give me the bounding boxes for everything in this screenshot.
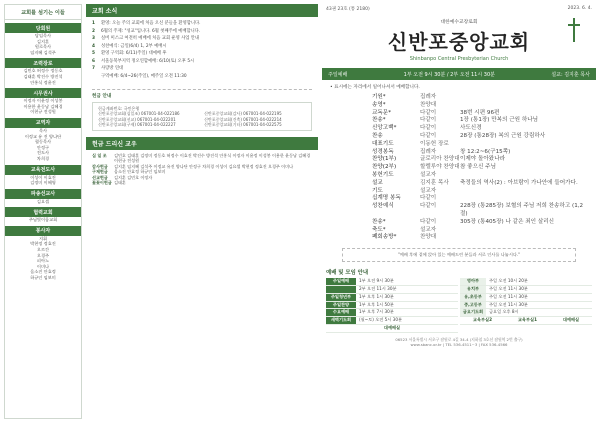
- sidebar-line: 이미나: [36, 263, 50, 269]
- order-item: 찬양(1부): [372, 156, 397, 163]
- meeting-row: [326, 309, 458, 317]
- meeting-name: 주일찬양: [326, 302, 356, 309]
- order-item: 성경봉독: [372, 148, 394, 155]
- sidebar-line: 이정교 유 진 양나단: [24, 133, 62, 139]
- right-column: [322, 4, 596, 419]
- accounts-section: [86, 83, 318, 137]
- offering-names: 김태훈: [114, 179, 126, 185]
- sidebar-section-head: 협력교회: [5, 207, 81, 217]
- denomination: 대한예수교장로회: [440, 20, 478, 25]
- meeting-time: 1부 오전 9시 30분: [359, 278, 394, 284]
- news-item: [92, 35, 312, 43]
- offering-names: 음소진 안효정 하규인 임보미: [114, 169, 166, 175]
- news-item: [92, 58, 312, 66]
- news-number: 5: [92, 51, 95, 56]
- sidebar-line: 원로목사: [34, 44, 52, 50]
- sidebar-section-head: 파송선교사: [5, 189, 81, 199]
- news-item: [92, 28, 312, 36]
- news-text: 성찬예식: 금일(6/4) 1, 2부 예배시: [101, 43, 167, 49]
- order-leader: 다같이: [420, 218, 437, 225]
- news-number: 4: [92, 43, 95, 49]
- sidebar-line: 오경주: [36, 252, 50, 258]
- meetings-table: [322, 278, 596, 333]
- meeting-time: 주일 오전 11시 30분: [489, 293, 528, 299]
- sidebar-line: 김요셉: [36, 198, 50, 204]
- sidebar-line: 오르간: [36, 247, 50, 253]
- meeting-locations: [460, 317, 592, 325]
- sidebar-line: 이정자 이윤정 이성봉: [23, 98, 63, 104]
- order-leader: 설교자: [420, 226, 437, 233]
- order-detail: 38번 시편 96편: [460, 109, 500, 116]
- sidebar-line: 차희경: [36, 155, 50, 161]
- order-detail: 축정들의 역사(2) : 아브람이 가나안에 들어가다.: [460, 179, 578, 186]
- offering-names: 김지훈 김민호 이정자: [114, 174, 153, 180]
- order-detail: 1장 (통1장) 만복의 근원 하나님: [460, 117, 539, 124]
- account-line: 신반포중앙교회(감사) 067001-04-022195: [204, 111, 282, 117]
- sidebar-line: 박현정 정효진: [30, 241, 56, 247]
- order-detail: [460, 234, 586, 242]
- meeting-name: 금요기도회: [460, 309, 486, 316]
- news-item: [92, 43, 312, 51]
- meeting-name: 중,고등부: [460, 302, 486, 309]
- church-title-block: [322, 18, 596, 62]
- order-detail: [460, 102, 586, 110]
- sidebar-line: 담임목사: [34, 33, 52, 38]
- meeting-row: [326, 317, 458, 325]
- order-detail: [460, 188, 586, 196]
- order-detail: 이제야 돌아왔나라: [460, 156, 506, 163]
- order-leader: 다같이: [420, 203, 437, 210]
- meeting-name: 주일예배: [326, 278, 356, 285]
- offering-row: [92, 180, 312, 185]
- news-title: 교회 소식: [86, 4, 318, 17]
- offering-info-title: 헌금 안내: [92, 94, 112, 99]
- sidebar-line: 김지훈: [36, 38, 50, 44]
- order-row: [372, 180, 586, 188]
- sidebar-line: 안정구: [36, 144, 50, 150]
- news-number: 1: [92, 21, 95, 26]
- sidebar-line: 음소진 안효정: [30, 269, 56, 275]
- meeting-time: 주일 오전 11시 30분: [489, 285, 528, 291]
- meeting-row: [326, 294, 458, 302]
- order-item: 성찬예식: [372, 203, 394, 210]
- order-leader: 글로리아 찬양대: [420, 156, 460, 163]
- sidebar: [4, 4, 82, 419]
- order-item: 봉헌기도: [372, 171, 394, 178]
- order-leader: 설교자: [420, 187, 437, 194]
- sidebar-line: 이성이 이효진: [30, 174, 56, 180]
- sidebar-line: 지휘: [38, 235, 48, 241]
- sidebar-section-head: 당회원: [5, 23, 81, 33]
- order-detail: [460, 172, 586, 180]
- meeting-time: 주일 오전 11시 30분: [489, 301, 528, 307]
- meeting-time: (월~토) 오전 5시 30분: [359, 317, 403, 323]
- news-item: [92, 65, 312, 73]
- order-item: 십계명 봉독: [372, 195, 401, 202]
- order-leader: 다같이: [420, 132, 437, 139]
- order-row: [372, 125, 586, 133]
- order-item: 교독문*: [372, 109, 392, 116]
- order-leader: 이동헌 장로: [420, 140, 449, 147]
- sidebar-sections: [5, 23, 81, 281]
- sidebar-line: 이현규 전성원: [30, 109, 56, 115]
- meeting-name: 주일청년부: [326, 294, 356, 301]
- sidebar-line: 주님빛이룸교회: [28, 217, 58, 223]
- accounts-grid: [98, 111, 306, 127]
- meeting-time: 2부 오전 11시 30분: [359, 285, 397, 291]
- order-item: 찬양(2부): [372, 164, 397, 171]
- sidebar-section-head: 조력장로: [5, 58, 81, 68]
- order-row: [372, 188, 586, 196]
- news-item: [92, 20, 312, 28]
- sidebar-section-head: 시무권사: [5, 88, 81, 98]
- news-list: [86, 17, 318, 83]
- order-item: 송영*: [372, 101, 386, 108]
- account-line: 신반포중앙교회(기타) 067001-04-022575: [204, 121, 282, 127]
- offering-category: 구제헌금: [92, 169, 108, 175]
- order-item: 대표기도: [372, 140, 394, 147]
- accounts-label: 헌금계좌번호: 국민은행: [98, 106, 140, 111]
- order-leader: 다같이: [420, 125, 437, 132]
- news-number: 7: [92, 66, 95, 71]
- order-row: [372, 219, 586, 227]
- order-leader: 김지훈 목사: [420, 179, 449, 186]
- account-line: 신반포중앙교회(건축) 067001-04-022214: [204, 116, 282, 122]
- meetings-left: [326, 278, 458, 333]
- order-item: 폐회송방*: [372, 234, 397, 241]
- meeting-name: 수요예배: [326, 309, 356, 316]
- news-item: [92, 50, 312, 58]
- accounts-box: [92, 102, 312, 131]
- middle-column: [86, 4, 318, 419]
- order-leader: 집례자: [420, 94, 437, 100]
- news-text: 환영: 오늘 주의 교회에 처음 오신 분들을 환영합니다.: [101, 21, 201, 26]
- order-row: [372, 133, 586, 141]
- order-item: 찬송: [372, 132, 383, 139]
- order-row: [372, 195, 586, 203]
- order-item: 축도*: [372, 226, 386, 233]
- meeting-time: 1부 오후 7시 30분: [359, 309, 394, 315]
- meetings-title: 예배 및 모임 안내: [326, 270, 369, 277]
- order-leader: 다같이: [420, 109, 437, 116]
- order-detail: 창 12:2~6(구15쪽): [460, 148, 511, 155]
- meeting-time: 1부 오후 1시 50분: [359, 301, 394, 307]
- order-of-worship: [322, 94, 596, 242]
- sidebar-line: 김민호 허정수 정동호: [23, 68, 63, 74]
- sidebar-line: 안홍식 정윤진: [30, 79, 56, 85]
- sidebar-line: 목사: [38, 127, 48, 133]
- order-row: [372, 102, 586, 110]
- issue-number: 43권 23호 (통 2180): [326, 7, 370, 12]
- cross-icon: [566, 18, 582, 42]
- meeting-time: 주일 오전 10시 20분: [489, 278, 528, 284]
- footer-address: 06523 서울특별시 서초구 잠원로 4길 34-4 (지하철 3호선 잠원역 2번 출구): [395, 336, 523, 342]
- meeting-name: 유치부: [460, 286, 486, 293]
- news-text: 서울동북부지역 정오연합예배: 6/10(토) 오후 5시: [101, 58, 195, 64]
- meetings-right: [460, 278, 592, 333]
- order-item: 기도: [372, 187, 383, 194]
- order-item: 기원*: [372, 94, 386, 100]
- meeting-row: [460, 286, 592, 294]
- church-name: 신반포중앙교회: [387, 30, 531, 54]
- offering-category: 꽃꽂이헌금: [92, 179, 112, 185]
- sidebar-line: 피아노: [36, 258, 50, 264]
- order-row: [372, 156, 586, 164]
- sidebar-line: 김정미 이혜영: [30, 180, 56, 186]
- meeting-name: [326, 286, 356, 293]
- order-row: [372, 94, 586, 102]
- offering-names: 김민호 김태훈 김정미 정동호 허정수 이효진 박진수 방진석 안홍식 이정자 이윤정 이성봉 이용한 윤동남 김혜경 이현규 전성원: [114, 152, 311, 164]
- sidebar-line: 김태훈 박진수 방진석: [23, 73, 63, 79]
- meeting-location: 대예배실: [326, 325, 458, 333]
- divider: [92, 89, 312, 90]
- order-detail: 305장 (통405장) 나 같은 죄인 살리신: [460, 218, 555, 225]
- service-times: 1부 오전 9시 30분 / 2부 오전 11시 30분: [403, 71, 495, 78]
- news-number: 3: [92, 36, 95, 41]
- meeting-row: [326, 286, 458, 294]
- service-label: 주일예배: [328, 71, 348, 78]
- news-number: 2: [92, 28, 95, 34]
- meeting-row: [460, 294, 592, 302]
- order-row: [372, 141, 586, 149]
- news-text: 사랑방 연대: [101, 66, 124, 71]
- account-line: 신반포중앙교회(선교) 067001-04-022201: [98, 116, 176, 122]
- offering-category: 감사헌금: [92, 163, 108, 169]
- meeting-location: 교육부실2: [472, 317, 493, 323]
- meeting-name: 유,초등부: [460, 294, 486, 301]
- order-detail: [460, 141, 586, 149]
- service-notice: • 표시에는 자리에서 일어나셔서 예배합니다.: [330, 85, 420, 90]
- order-detail: 228장 (통285장) 보혈의 주님 저희 찬송하고 (1,2절): [460, 203, 584, 217]
- order-leader: 다같이: [420, 117, 437, 124]
- order-leader: 집례자: [420, 148, 437, 155]
- order-detail: 28장 (통28장) 복의 근원 강림하사: [460, 132, 546, 139]
- closing-note: "예배 후에 곁에 앉아 있는 예배드린 분들과 서로 인사를 나눕시다.": [342, 248, 576, 262]
- offering-row: [92, 153, 312, 164]
- service-bar: [322, 68, 596, 80]
- meeting-location: 교육부실1: [517, 317, 537, 323]
- meeting-name: 새벽기도회: [326, 317, 356, 324]
- news-number: [92, 73, 101, 81]
- offering-category: 선교헌금: [92, 174, 108, 180]
- order-row: [372, 227, 586, 235]
- order-item: 찬송*: [372, 117, 386, 124]
- order-leader: 다같이: [420, 195, 437, 202]
- order-leader: 찬양대: [420, 234, 437, 241]
- news-text: 구역예배: 6/4~26(주일), 매주일 오전 11:30: [101, 73, 187, 79]
- order-detail: 참 좋으신 주님: [460, 164, 496, 171]
- order-row: [372, 172, 586, 180]
- order-leader: 설교자: [420, 171, 437, 178]
- meeting-row: [326, 278, 458, 286]
- news-item: [92, 73, 312, 81]
- meeting-time: 금요일 오후 8시: [489, 309, 519, 315]
- order-detail: 사도신경: [460, 125, 482, 132]
- church-english-name: Shinbanpo Central Presbyterian Church: [409, 56, 509, 62]
- sidebar-line: 하규인 임보미: [30, 275, 56, 281]
- preacher: 설교: 김지훈 목사: [551, 71, 590, 78]
- order-item: 설교: [372, 179, 383, 186]
- footer-contact: www.sbanc.or.kr | TEL 536-4511~3 | FAX 536-4566: [410, 341, 508, 347]
- meeting-location: 대예배실: [562, 317, 580, 323]
- order-item: 찬송*: [372, 218, 386, 225]
- offering-list: [86, 150, 318, 188]
- order-row: [372, 164, 586, 172]
- sidebar-line: 임지혜 김석주: [30, 49, 56, 55]
- sidebar-line: 협동목사: [34, 139, 52, 145]
- header-meta: [326, 6, 592, 12]
- order-item: 신앙고백*: [372, 125, 397, 132]
- order-detail: [460, 94, 586, 102]
- account-line: 신반포중앙교회(구제) 067001-04-022227: [98, 121, 176, 127]
- meeting-row: [460, 278, 592, 286]
- order-detail: [460, 227, 586, 235]
- sidebar-section-head: 교육전도사: [5, 165, 81, 175]
- news-text: 환영 구역회: 6/11(주일) 대예배 후: [101, 51, 167, 56]
- news-text: 6월의 주제: "성교"입니다. 6월 첫째주에 예배합니다.: [101, 28, 201, 34]
- order-row: [372, 234, 586, 242]
- order-leader: 찬양대: [420, 101, 437, 108]
- order-leader: 할렐루야 찬양대: [420, 164, 460, 171]
- offering-title: 헌금 드리신 교우: [86, 137, 318, 150]
- issue-date: 2023. 6. 4.: [567, 6, 592, 11]
- offering-category: 십 일 조: [92, 152, 107, 158]
- footer: [322, 337, 596, 347]
- meeting-name: 영아부: [460, 278, 486, 285]
- order-row: [372, 203, 586, 219]
- sidebar-title: 교회를 섬기는 이들: [5, 5, 81, 20]
- sidebar-line: 이용한 윤동남 김혜경: [23, 103, 63, 109]
- news-text: 실버 미스크 여전히 예배에 처음 교회 운영 사업 안내: [101, 36, 200, 41]
- order-detail: [460, 195, 586, 203]
- offering-names: 김지훈 임지혜 김석주 이정교 유진 양나단 안정구 차희경 이성이 김요셉 박현정 정효진 오경주 이미나: [114, 163, 294, 169]
- news-number: 6: [92, 58, 95, 64]
- meeting-row: [460, 309, 592, 317]
- sidebar-line: 전도사: [36, 150, 50, 156]
- sidebar-section-head: 봉사자: [5, 226, 81, 236]
- account-line: 신반포중앙교회(십일조) 067001-04-022186: [98, 111, 180, 117]
- meeting-time: 1부 오후 1시 30분: [359, 293, 394, 299]
- sidebar-section-head: 교역자: [5, 118, 81, 128]
